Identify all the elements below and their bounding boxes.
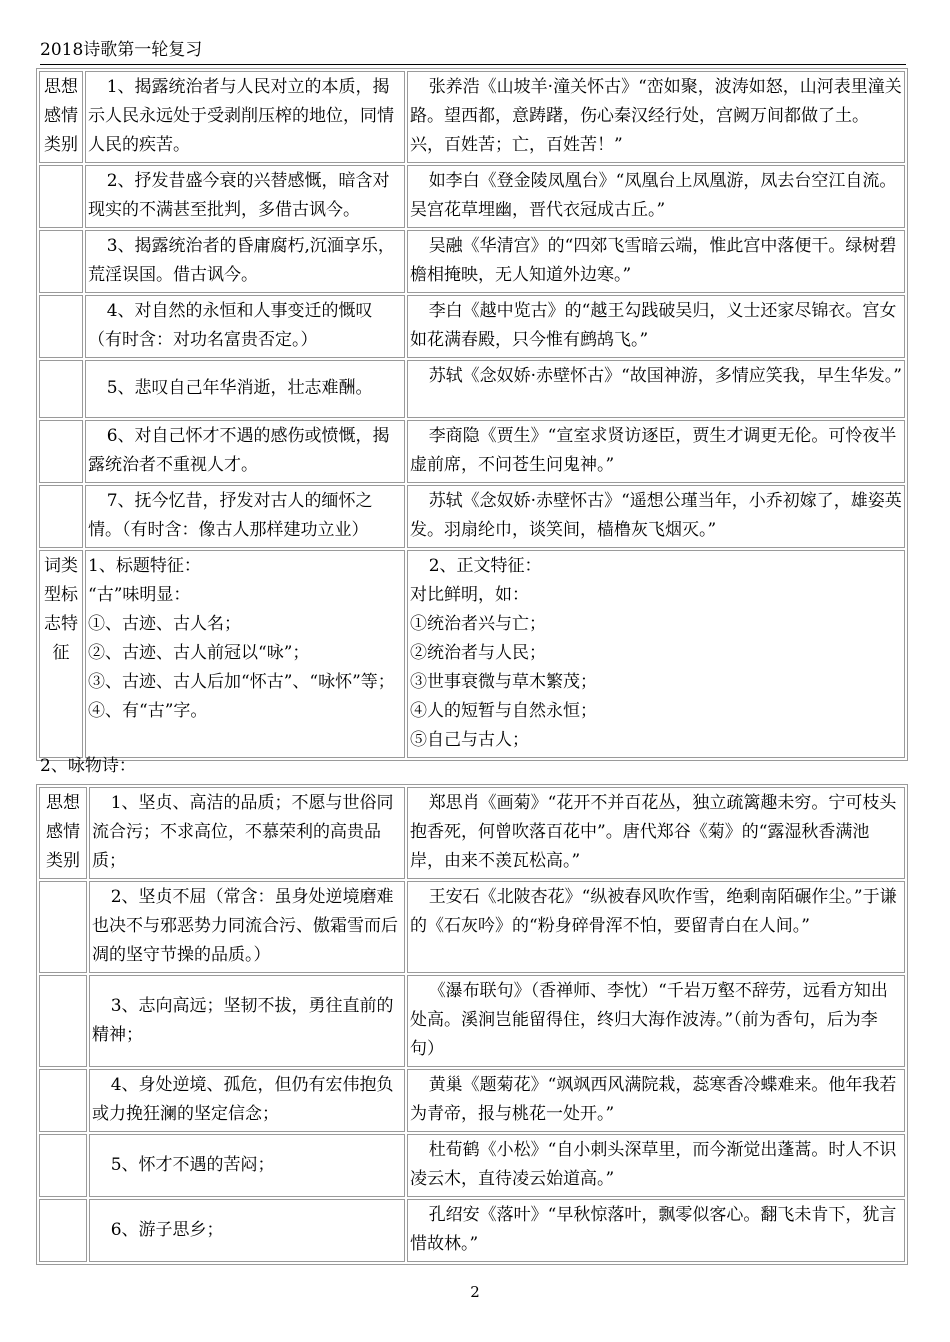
page-header: 2018诗歌第一轮复习 (40, 38, 906, 65)
feature-line: ①统治者兴与亡； (410, 614, 546, 634)
theme-description: 4、对自然的永恒和人事变迁的慨叹（有时含：对功名富贵否定。） (85, 295, 405, 358)
feature-line: ②、古迹、古人前冠以“咏”； (88, 643, 310, 663)
feature-line: ④人的短暂与自然永恒； (410, 701, 597, 721)
page-number: 2 (470, 1283, 480, 1301)
theme-description: 1、坚贞、高洁的品质；不愿与世俗同流合污；不求高位，不慕荣利的高贵品质； (89, 787, 405, 879)
theme-description: 6、对自己怀才不遇的感伤或愤慨，揭露统治者不重视人才。 (85, 420, 405, 483)
poem-example: 如李白《登金陵凤凰台》“凤凰台上凤凰游，凤去台空江自流。吴宫花草埋幽，晋代衣冠成古丘。” (407, 165, 905, 228)
category-empty-cell (39, 1134, 87, 1197)
feature-line: ⑤自己与古人； (410, 730, 529, 750)
title-features-heading: 1、标题特征： (88, 556, 201, 576)
category-empty-cell (39, 360, 83, 418)
feature-line: ②统治者与人民； (410, 643, 546, 663)
theme-description: 5、悲叹自己年华消逝，壮志难酬。 (85, 360, 405, 418)
table-row (39, 550, 905, 758)
theme-description: 3、志向高远；坚韧不拔，勇往直前的精神； (89, 975, 405, 1067)
object-poetry-table (36, 784, 908, 1265)
body-features (407, 550, 905, 758)
category-label: 思想感情类别 (39, 787, 87, 879)
category-empty-cell (39, 485, 83, 548)
table-row (39, 1134, 905, 1197)
title-features (85, 550, 405, 758)
category-empty-cell (39, 295, 83, 358)
poem-example: 苏轼《念奴娇·赤壁怀古》“故国神游，多情应笑我，早生华发。” (407, 360, 905, 418)
feature-line: “古”味明显： (88, 585, 191, 605)
feature-line: ③、古迹、古人后加“怀古”、“咏怀”等； (88, 672, 395, 692)
ancient-poetry-table (36, 68, 908, 761)
feature-line: ④、有“古”字。 (88, 701, 208, 721)
poem-example: 王安石《北陂杏花》“纵被春风吹作雪，绝剩南陌碾作尘。”于谦的《石灰吟》的“粉身碎骨浑不怕，要留青白在人间。” (407, 881, 905, 973)
table-row (39, 295, 905, 358)
theme-description: 6、游子思乡； (89, 1199, 405, 1262)
table-row (39, 975, 905, 1067)
table-row (39, 230, 905, 293)
feature-line: ③世事衰微与草木繁茂； (410, 672, 597, 692)
category-empty-cell (39, 881, 87, 973)
category-label: 思想感情类别 (39, 71, 83, 163)
poem-example: 郑思肖《画菊》“花开不并百花丛，独立疏篱趣未穷。宁可枝头抱香死，何曾吹落百花中”。唐代郑谷《菊》的“露湿秋香满池岸，由来不羡瓦松高。” (407, 787, 905, 879)
table-row (39, 485, 905, 548)
table-row (39, 165, 905, 228)
poem-example: 李白《越中览古》的“越王勾践破吴归，义士还家尽锦衣。宫女如花满春殿，只今惟有鹧鸪飞。” (407, 295, 905, 358)
theme-description: 7、抚今忆昔，抒发对古人的缅怀之情。（有时含：像古人那样建功立业） (85, 485, 405, 548)
category-empty-cell (39, 1069, 87, 1132)
theme-description: 3、揭露统治者的昏庸腐朽,沉湎享乐，荒淫误国。借古讽今。 (85, 230, 405, 293)
feature-line: 对比鲜明，如： (410, 585, 529, 605)
table-row (39, 881, 905, 973)
category-empty-cell (39, 1199, 87, 1262)
table-row (39, 787, 905, 879)
category-empty-cell (39, 230, 83, 293)
poem-example: 吴融《华清宫》的“四郊飞雪暗云端，惟此宫中落便干。绿树碧檐相掩映，无人知道外边寒。” (407, 230, 905, 293)
feature-label: 词类型标志特征 (39, 550, 83, 758)
category-empty-cell (39, 975, 87, 1067)
theme-description: 2、坚贞不屈（常含：虽身处逆境磨难也决不与邪恶势力同流合污、傲霜雪而后凋的坚守节操的品质。） (89, 881, 405, 973)
table-row (39, 1069, 905, 1132)
table-row (39, 420, 905, 483)
category-empty-cell (39, 165, 83, 228)
body-features-heading: 2、正文特征： (428, 556, 542, 576)
category-empty-cell (39, 420, 83, 483)
poem-example: 杜荀鹤《小松》“自小刺头深草里，而今渐觉出蓬蒿。时人不识凌云木，直待凌云始道高。” (407, 1134, 905, 1197)
poem-example: 《瀑布联句》（香禅师、李忱）“千岩万壑不辞劳，远看方知出处高。溪涧岂能留得住，终归大海作波涛。”（前为香句，后为李句） (407, 975, 905, 1067)
theme-description: 4、身处逆境、孤危，但仍有宏伟抱负或力挽狂澜的坚定信念； (89, 1069, 405, 1132)
table-row (39, 360, 905, 418)
theme-description: 2、抒发昔盛今衰的兴替感慨，暗含对现实的不满甚至批判，多借古讽今。 (85, 165, 405, 228)
poem-example: 黄巢《题菊花》“飒飒西风满院栽，蕊寒香冷蝶难来。他年我若为青帝，报与桃花一处开。” (407, 1069, 905, 1132)
section-title: 2、咏物诗： (40, 756, 136, 776)
table-row (39, 71, 905, 163)
poem-example: 张养浩《山坡羊·潼关怀古》“峦如聚，波涛如怒，山河表里潼关路。望西都，意踌躇，伤心秦汉经行处，宫阙万间都做了土。兴，百姓苦；亡，百姓苦！” (407, 71, 905, 163)
theme-description: 1、揭露统治者与人民对立的本质，揭示人民永远处于受剥削压榨的地位，同情人民的疾苦。 (85, 71, 405, 163)
poem-example: 孔绍安《落叶》“早秋惊落叶，飘零似客心。翻飞未肯下，犹言惜故林。” (407, 1199, 905, 1262)
poem-example: 苏轼《念奴娇·赤壁怀古》“遥想公瑾当年，小乔初嫁了，雄姿英发。羽扇纶巾，谈笑间，樯橹灰飞烟灭。” (407, 485, 905, 548)
theme-description: 5、怀才不遇的苦闷； (89, 1134, 405, 1197)
poem-example: 李商隐《贾生》“宣室求贤访逐臣，贾生才调更无伦。可怜夜半虚前席，不问苍生问鬼神。” (407, 420, 905, 483)
feature-line: ①、古迹、古人名； (88, 614, 241, 634)
table-row (39, 1199, 905, 1262)
